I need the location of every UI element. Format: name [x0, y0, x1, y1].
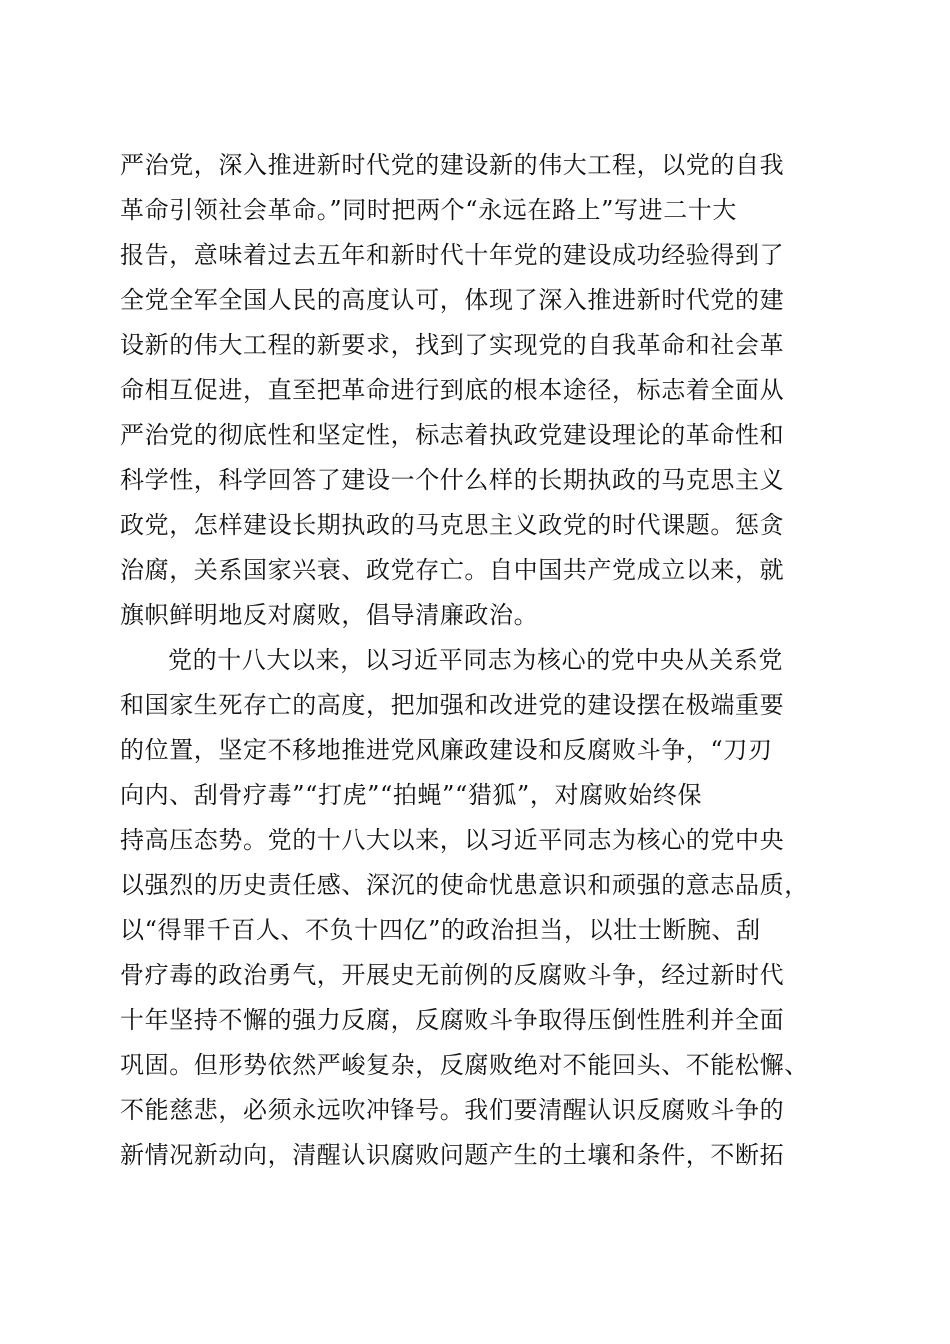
text-line: 严治党，深入推进新时代党的建设新的伟大工程，以党的自我 — [120, 151, 785, 179]
text-line: 严治党的彻底性和坚定性，标志着执政党建设理论的革命性和 — [120, 421, 785, 449]
text-line: 巩固。但形势依然严峻复杂，反腐败绝对不能回头、不能松懈、 — [120, 1051, 809, 1079]
text-line: 革命引领社会革命。”同时把两个“永远在路上”写进二十大 — [120, 196, 738, 224]
text-line: 以强烈的历史责任感、深沉的使命忧患意识和顽强的意志品质， — [120, 871, 809, 899]
text-line: 以“得罪千百人、不负十四亿”的政治担当，以壮士断腕、刮 — [120, 916, 761, 944]
text-line: 科学性，科学回答了建设一个什么样的长期执政的马克思主义 — [120, 466, 785, 494]
text-line: 骨疗毒的政治勇气，开展史无前例的反腐败斗争，经过新时代 — [120, 961, 785, 989]
text-line: 向内、刮骨疗毒”“打虎”“拍蝇”“猎狐”，对腐败始终保 — [120, 781, 703, 809]
paragraph-2 — [120, 638, 840, 1178]
text-line: 报告，意味着过去五年和新时代十年党的建设成功经验得到了 — [120, 241, 785, 269]
text-line: 设新的伟大工程的新要求，找到了实现党的自我革命和社会革 — [120, 331, 785, 359]
text-line: 新情况新动向，清醒认识腐败问题产生的土壤和条件，不断拓 — [120, 1141, 785, 1169]
text-line: 政党，怎样建设长期执政的马克思主义政党的时代课题。惩贪 — [120, 511, 785, 539]
text-line: 不能慈悲，必须永远吹冲锋号。我们要清醒认识反腐败斗争的 — [120, 1096, 785, 1124]
text-line: 命相互促进，直至把革命进行到底的根本途径，标志着全面从 — [120, 376, 785, 404]
paragraph-1 — [120, 143, 840, 638]
text-line: 和国家生死存亡的高度，把加强和改进党的建设摆在极端重要 — [120, 691, 785, 719]
text-line-indented: 党的十八大以来，以习近平同志为核心的党中央从关系党 — [168, 646, 783, 674]
text-line: 持高压态势。党的十八大以来，以习近平同志为核心的党中央 — [120, 826, 785, 854]
text-line: 的位置，坚定不移地推进党风廉政建设和反腐败斗争，“刀刃 — [120, 736, 773, 764]
text-line: 十年坚持不懈的强力反腐，反腐败斗争取得压倒性胜利并全面 — [120, 1006, 785, 1034]
text-line: 旗帜鲜明地反对腐败，倡导清廉政治。 — [120, 601, 539, 629]
text-line: 治腐，关系国家兴衰、政党存亡。自中国共产党成立以来，就 — [120, 556, 785, 584]
text-line: 全党全军全国人民的高度认可，体现了深入推进新时代党的建 — [120, 286, 785, 314]
document-body — [120, 143, 840, 1178]
